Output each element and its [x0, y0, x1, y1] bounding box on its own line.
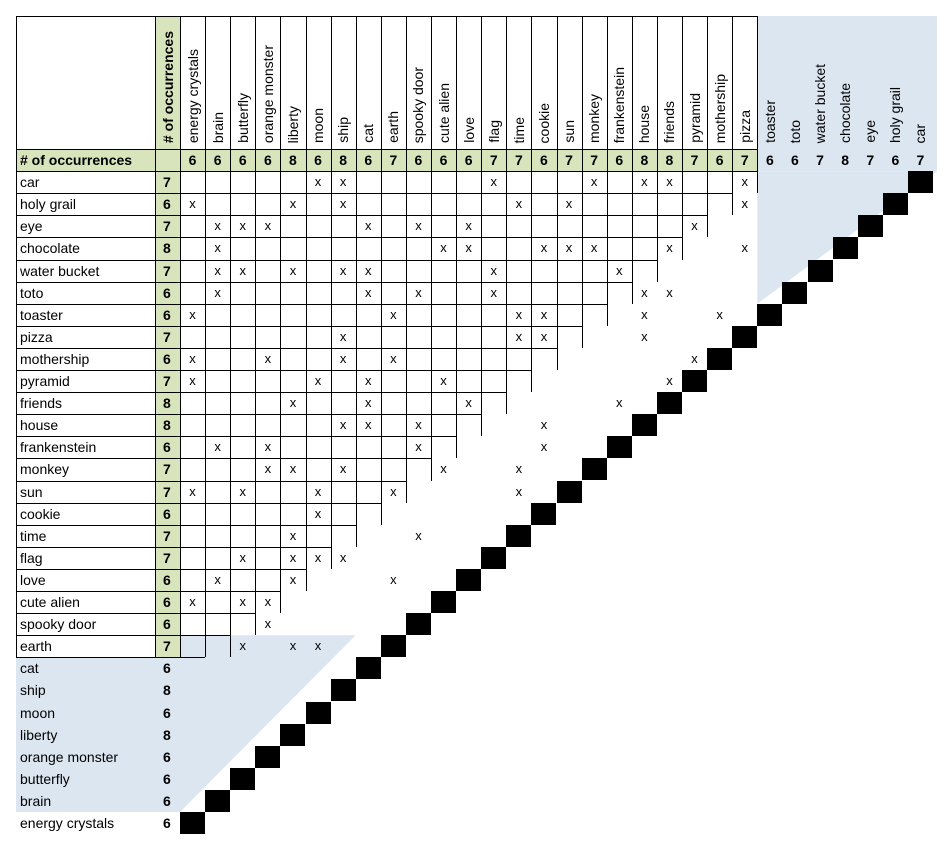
diagonal-cell — [456, 569, 481, 591]
column-header-flag — [481, 16, 506, 149]
occurrence-mark: x — [339, 549, 347, 565]
occurrence-mark: x — [540, 240, 548, 256]
column-header-water-bucket — [808, 16, 833, 149]
column-header-friends — [657, 16, 682, 149]
column-header-label: toto — [786, 119, 803, 143]
diagonal-cell — [205, 790, 230, 812]
column-header-label: toaster — [761, 100, 778, 143]
row-label-earth: earth — [20, 638, 52, 655]
occurrence-mark: x — [364, 417, 372, 433]
row-label-car: car — [20, 174, 40, 191]
occurrence-mark: x — [415, 439, 422, 455]
column-header-monkey — [582, 16, 607, 149]
occurrence-mark: x — [189, 196, 196, 212]
column-header-label: pizza — [736, 110, 753, 143]
row-count: 8 — [163, 395, 171, 412]
row-count: 6 — [163, 770, 171, 787]
diagonal-cell — [255, 746, 280, 768]
column-count: 7 — [690, 152, 699, 168]
occurrence-mark: x — [289, 461, 297, 477]
column-header-label: brain — [209, 111, 226, 143]
occurrence-mark: x — [264, 218, 272, 234]
occurrence-mark: x — [666, 240, 673, 256]
column-count: 6 — [213, 152, 222, 168]
diagonal-cell — [707, 348, 732, 370]
column-count: 6 — [891, 152, 900, 168]
occurrence-mark: x — [666, 284, 673, 300]
row-count: 6 — [163, 748, 171, 765]
occurrence-mark: x — [440, 373, 447, 388]
count-header — [155, 16, 180, 149]
column-count: 7 — [590, 152, 599, 168]
occurrence-mark: x — [339, 196, 347, 212]
occurrence-mark: x — [339, 350, 347, 366]
column-header-cat — [356, 16, 381, 149]
row-label-butterfly: butterfly — [20, 770, 70, 787]
diagonal-cell — [406, 613, 431, 635]
row-label-moon: moon — [20, 704, 56, 721]
row-count: 8 — [163, 682, 171, 699]
occurrence-mark: x — [339, 328, 347, 344]
occurrence-mark: x — [590, 240, 598, 256]
row-label-spooky-door: spooky door — [20, 616, 97, 633]
diagonal-cell — [381, 635, 406, 657]
occurrence-mark: x — [289, 638, 297, 654]
column-header-butterfly — [230, 16, 255, 149]
diagonal-cell — [280, 724, 305, 746]
occurrence-mark: x — [239, 638, 246, 654]
row-count: 6 — [163, 815, 171, 831]
row-label-love: love — [20, 571, 46, 588]
diagonal-cell — [883, 193, 908, 215]
column-header-label: spooky door — [410, 66, 427, 143]
occurrence-mark: x — [189, 594, 196, 609]
diagonal-cell — [506, 525, 531, 547]
occurrence-mark: x — [741, 240, 748, 256]
occurrence-mark: x — [189, 483, 196, 499]
occurrence-mark: x — [490, 262, 497, 278]
occurrence-mark: x — [415, 417, 422, 433]
column-header-holy-grail — [883, 16, 908, 149]
occurrence-mark: x — [615, 262, 623, 278]
diagonal-cell — [632, 414, 657, 436]
row-count: 6 — [163, 284, 171, 301]
diagonal-cell — [732, 326, 757, 348]
column-header-love — [456, 16, 481, 149]
occurrence-mark: x — [691, 218, 698, 234]
column-count: 6 — [715, 152, 724, 168]
occurrence-mark: x — [314, 505, 322, 521]
column-count: 7 — [489, 152, 498, 168]
row-label-time: time — [20, 527, 47, 544]
row-count: 8 — [163, 417, 171, 434]
occurrence-mark: x — [289, 527, 297, 543]
column-count: 6 — [765, 152, 774, 168]
column-header-label: monkey — [586, 93, 603, 143]
column-header-frankenstein — [607, 16, 632, 149]
column-header-pyramid — [682, 16, 707, 149]
row-count: 7 — [163, 373, 171, 389]
column-count: 7 — [916, 152, 925, 168]
column-count: 6 — [540, 152, 548, 168]
row-label-cute-alien: cute alien — [20, 594, 80, 610]
occurrence-mark: x — [239, 218, 246, 234]
occurrence-mark: x — [490, 174, 497, 190]
column-header-label: ship — [335, 117, 352, 143]
row-label-toto: toto — [20, 284, 44, 301]
occurrence-mark: x — [189, 350, 196, 366]
row-label-sun: sun — [20, 483, 43, 500]
column-header-label: orange monster — [259, 44, 276, 143]
occurrence-mark: x — [565, 196, 573, 212]
occurrence-mark: x — [364, 395, 372, 411]
occurrence-mark: x — [515, 328, 523, 344]
occurrence-mark: x — [314, 638, 322, 654]
occurrence-mark: x — [239, 483, 246, 499]
occurrence-mark: x — [339, 461, 347, 477]
column-header-eye — [858, 16, 883, 149]
column-header-ship — [331, 16, 356, 149]
row-label-mothership: mothership — [20, 350, 90, 367]
diagonal-cell — [757, 304, 782, 326]
row-count: 6 — [163, 616, 171, 633]
occurrence-mark: x — [364, 262, 372, 278]
column-header-liberty — [280, 16, 305, 149]
column-count: 6 — [238, 152, 247, 168]
diagonal-cell — [431, 591, 456, 613]
column-header-label: chocolate — [837, 83, 854, 143]
occurrence-mark: x — [390, 350, 397, 366]
occurrence-mark: x — [339, 174, 347, 190]
column-count: 6 — [414, 152, 423, 168]
occurrence-mark: x — [515, 196, 523, 212]
column-header-label: house — [636, 104, 653, 143]
occurrence-mark: x — [364, 373, 372, 388]
occurrence-mark: x — [289, 395, 297, 411]
column-count: 7 — [389, 152, 398, 168]
column-count: 6 — [791, 152, 799, 168]
diagonal-cell — [782, 282, 807, 304]
column-count: 6 — [314, 152, 322, 168]
occurrence-mark: x — [465, 240, 472, 256]
occurrence-mark: x — [465, 218, 472, 234]
column-count: 6 — [615, 152, 624, 168]
row-label-cookie: cookie — [20, 505, 61, 522]
row-count: 6 — [163, 704, 171, 721]
column-header-car — [908, 16, 933, 149]
occurrence-mark: x — [415, 284, 422, 300]
occurrence-mark: x — [314, 483, 322, 499]
column-header-label: cat — [360, 124, 377, 143]
occurrence-mark: x — [415, 218, 422, 234]
column-count: 7 — [816, 152, 824, 168]
column-header-cute-alien — [431, 16, 456, 149]
occurrence-mark: x — [289, 262, 297, 278]
diagonal-cell — [858, 215, 883, 237]
column-count: 8 — [339, 152, 348, 168]
column-count: 6 — [364, 152, 373, 168]
column-count: 8 — [665, 152, 674, 168]
row-count: 8 — [163, 240, 171, 257]
diagonal-cell — [481, 547, 506, 569]
occurrence-mark: x — [264, 594, 272, 609]
occurrence-mark: x — [741, 174, 748, 190]
occurrence-mark: x — [641, 174, 648, 190]
diagonal-cell — [607, 436, 632, 458]
occurrence-mark: x — [339, 262, 347, 278]
column-count: 6 — [439, 152, 448, 168]
row-count: 6 — [163, 792, 171, 809]
column-header-label: pyramid — [686, 93, 703, 143]
column-count: 8 — [640, 152, 649, 168]
occurrence-mark: x — [264, 616, 272, 632]
column-count: 6 — [464, 152, 473, 168]
diagonal-cell — [180, 812, 205, 834]
diagonal-cell — [833, 237, 858, 259]
occurrence-mark: x — [540, 328, 548, 344]
diagonal-cell — [356, 657, 381, 679]
occurrence-mark: x — [666, 373, 673, 388]
column-header-cookie — [531, 16, 556, 149]
occurrence-mark: x — [364, 284, 372, 300]
column-header-orange-monster — [255, 16, 280, 149]
occurrence-mark: x — [415, 527, 422, 543]
row-count: 7 — [163, 461, 171, 478]
column-count: 6 — [188, 152, 197, 168]
occurrence-mark: x — [214, 218, 221, 234]
occurrence-mark: x — [214, 439, 221, 455]
column-header-moon — [306, 16, 331, 149]
column-header-label: energy crystals — [184, 48, 201, 143]
row-count: 6 — [163, 571, 171, 588]
occurrence-mark: x — [440, 240, 447, 256]
occurrence-mark: x — [515, 483, 523, 499]
occurrence-mark: x — [515, 306, 523, 322]
column-header-toto — [782, 16, 807, 149]
column-header-earth — [381, 16, 406, 149]
row-count: 7 — [163, 549, 171, 566]
column-header-chocolate — [833, 16, 858, 149]
row-count: 7 — [163, 483, 171, 500]
row-label-eye: eye — [20, 218, 43, 235]
occurrence-mark: x — [264, 461, 272, 477]
diagonal-cell — [808, 260, 833, 282]
occurrence-mark: x — [289, 549, 297, 565]
occurrence-mark: x — [515, 461, 523, 477]
occurrence-mark: x — [189, 373, 196, 388]
column-count: 7 — [740, 152, 749, 168]
occurrence-mark: x — [641, 328, 648, 344]
diagonal-cell — [908, 171, 933, 193]
column-header-label: friends — [661, 100, 678, 143]
occurrence-mark: x — [465, 395, 472, 411]
count-header-label: # of occurrences — [159, 30, 176, 143]
row-label-pizza: pizza — [20, 328, 53, 345]
column-header-time — [506, 16, 531, 149]
occurrence-mark: x — [490, 284, 497, 300]
row-label-water-bucket: water bucket — [20, 262, 100, 279]
column-header-label: mothership — [711, 73, 728, 143]
row-count: 6 — [163, 660, 171, 677]
occurrence-mark: x — [314, 549, 322, 565]
column-header-sun — [557, 16, 582, 149]
occurrence-mark: x — [390, 483, 397, 499]
row-count: 6 — [163, 350, 171, 367]
occurrence-mark: x — [339, 417, 347, 433]
column-header-brain — [205, 16, 230, 149]
occurrence-mark: x — [239, 262, 246, 278]
occurrence-mark: x — [666, 174, 673, 190]
diagonal-cell — [657, 392, 682, 414]
row-count: 6 — [163, 505, 171, 522]
occurrence-mark: x — [691, 350, 698, 366]
column-header-label: holy grail — [887, 86, 904, 143]
row-count: 7 — [163, 328, 171, 345]
row-count: 7 — [163, 638, 171, 655]
column-header-label: eye — [862, 120, 879, 143]
occurrence-mark: x — [390, 306, 397, 322]
column-count: 7 — [565, 152, 573, 168]
row-count: 6 — [163, 439, 171, 456]
occurrence-mark: x — [214, 571, 221, 587]
column-header-label: cookie — [535, 102, 552, 143]
row-count: 6 — [163, 196, 171, 213]
row-label-monkey: monkey — [20, 461, 70, 478]
occurrence-mark: x — [364, 218, 372, 234]
column-header-label: liberty — [284, 105, 301, 143]
diagonal-cell — [230, 768, 255, 790]
row-label-frankenstein: frankenstein — [20, 439, 97, 456]
count-row-label: # of occurrences — [20, 152, 133, 168]
occurrence-mark: x — [264, 439, 272, 455]
occurrence-mark: x — [565, 240, 573, 256]
occurrence-mark: x — [741, 196, 748, 212]
column-header-label: time — [510, 116, 527, 143]
occurrence-mark: x — [641, 284, 648, 300]
occurrence-mark: x — [214, 240, 221, 256]
row-label-cat: cat — [20, 660, 39, 677]
occurrence-mark: x — [540, 417, 548, 433]
occurrence-mark: x — [390, 571, 397, 587]
column-header-label: flag — [485, 120, 502, 143]
row-label-flag: flag — [20, 549, 43, 566]
column-count: 7 — [866, 152, 875, 168]
column-header-label: car — [912, 123, 929, 143]
row-count: 7 — [163, 262, 171, 279]
column-header-label: earth — [385, 111, 402, 143]
occurrence-mark: x — [214, 284, 221, 300]
diagonal-cell — [331, 679, 356, 701]
row-label-friends: friends — [20, 395, 63, 412]
column-header-label: moon — [310, 107, 327, 143]
diagonal-cell — [306, 702, 331, 724]
occurrence-mark: x — [641, 306, 648, 322]
column-count: 7 — [514, 152, 523, 168]
row-label-liberty: liberty — [20, 726, 58, 743]
occurrence-mark: x — [440, 461, 447, 477]
row-label-chocolate: chocolate — [20, 240, 80, 257]
row-label-house: house — [20, 417, 59, 434]
diagonal-cell — [682, 370, 707, 392]
row-count: 7 — [163, 527, 171, 544]
column-header-spooky-door — [406, 16, 431, 149]
column-header-label: butterfly — [234, 93, 251, 143]
column-header-label: frankenstein — [611, 66, 628, 143]
occurrence-mark: x — [264, 350, 272, 366]
row-count: 6 — [163, 306, 171, 323]
row-label-energy-crystals: energy crystals — [20, 815, 115, 831]
occurrence-mark: x — [314, 174, 322, 190]
column-count: 8 — [841, 152, 850, 168]
occurrence-mark: x — [716, 306, 723, 322]
occurrence-mark: x — [239, 594, 246, 609]
row-label-orange-monster: orange monster — [20, 748, 119, 765]
diagonal-cell — [531, 503, 556, 525]
column-count: 6 — [263, 152, 272, 168]
occurrence-mark: x — [540, 439, 548, 455]
diagonal-cell — [582, 458, 607, 480]
occurrence-mark: x — [214, 262, 221, 278]
row-label-pyramid: pyramid — [20, 373, 70, 389]
occurrence-mark: x — [289, 571, 297, 587]
row-label-toaster: toaster — [20, 306, 63, 323]
occurrence-mark: x — [189, 306, 196, 322]
diagonal-cell — [557, 481, 582, 503]
column-header-label: cute alien — [435, 83, 452, 143]
occurrence-mark: x — [289, 196, 297, 212]
column-header-house — [632, 16, 657, 149]
occurrence-mark: x — [615, 395, 623, 411]
column-header-pizza — [732, 16, 757, 149]
row-count: 7 — [163, 174, 171, 191]
column-count: 8 — [289, 152, 297, 168]
row-label-ship: ship — [20, 682, 46, 699]
row-label-holy-grail: holy grail — [20, 196, 77, 213]
occurrence-mark: x — [590, 174, 598, 190]
lower-left-triangle — [180, 635, 356, 812]
column-header-energy-crystals — [180, 16, 205, 149]
column-header-label: love — [460, 117, 477, 143]
row-count: 7 — [163, 218, 171, 235]
column-header-mothership — [707, 16, 732, 149]
column-header-label: sun — [561, 120, 578, 143]
occurrence-mark: x — [540, 306, 548, 322]
row-label-brain: brain — [20, 792, 52, 809]
occurrence-mark: x — [239, 549, 246, 565]
row-count: 8 — [163, 726, 171, 743]
column-header-label: water bucket — [812, 63, 829, 143]
column-header-toaster — [757, 16, 782, 149]
row-count: 6 — [163, 594, 171, 610]
occurrence-mark: x — [314, 373, 322, 388]
